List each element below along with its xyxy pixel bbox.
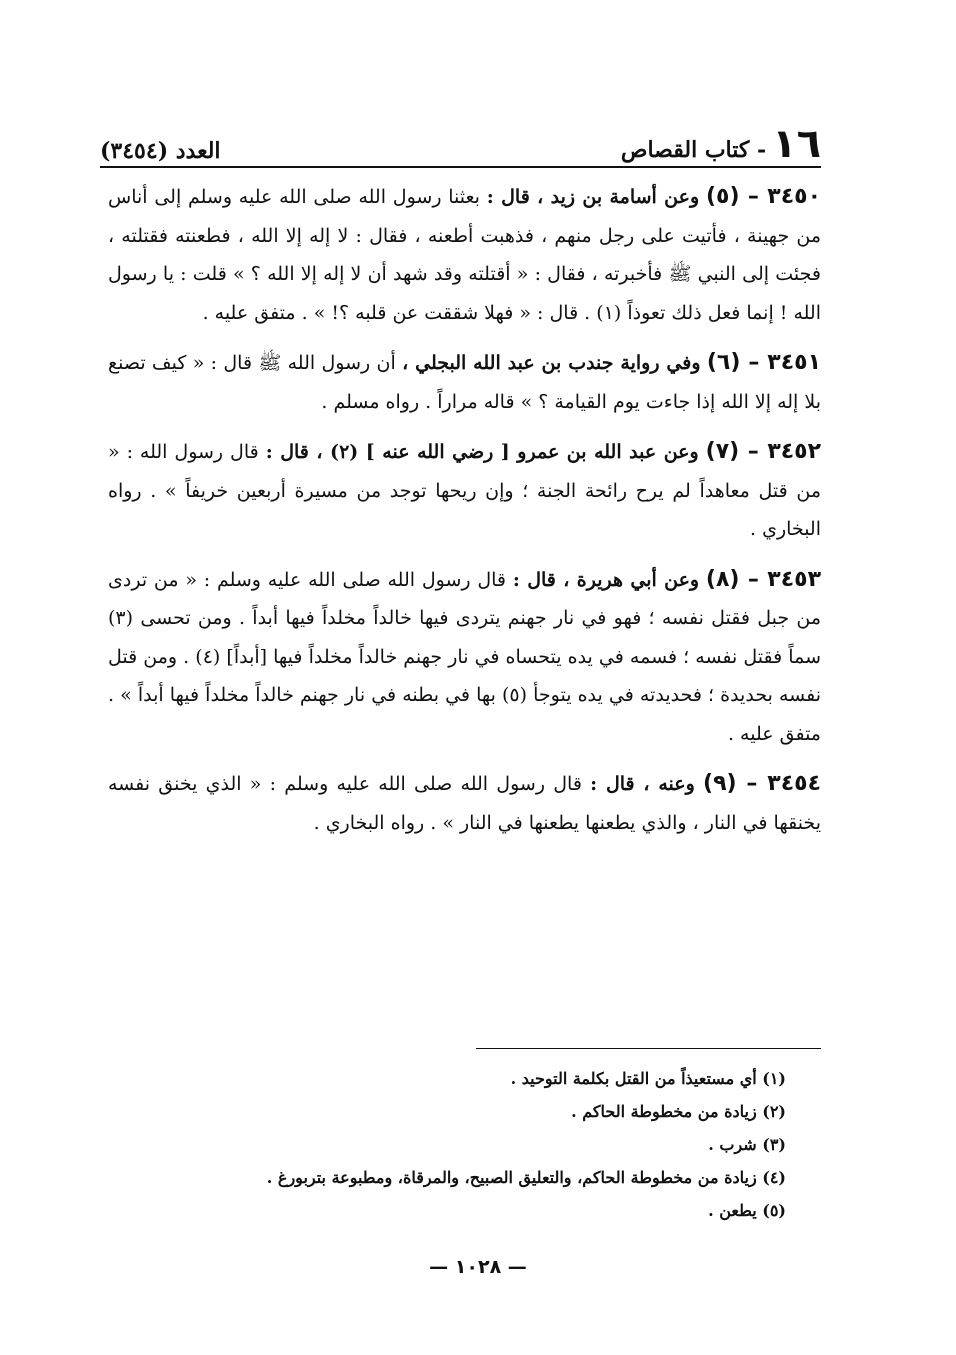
footnote-4: (٤) زيادة من مخطوطة الحاكم، والتعليق الصبيح، والمرقاة، ومطبوعة بتربورغ . xyxy=(266,1168,786,1187)
footnotes xyxy=(108,1062,786,1227)
hadith-number: ٣٤٥٠ – (٥) xyxy=(705,184,822,209)
chapter-number: ١٦ xyxy=(772,121,821,167)
hadith-narrator: وعن أبي هريرة ، قال : xyxy=(512,568,700,591)
chapter-title: - كتاب القصاص xyxy=(620,137,767,163)
footnote-5: (٥) يطعن . xyxy=(708,1201,786,1220)
header-rule xyxy=(100,166,821,168)
footnote-3: (٣) شرب . xyxy=(708,1135,786,1154)
hadith-text: أن رسول الله ﷺ قال : « كيف تصنع بلا إله إلا الله إذا جاءت يوم القيامة ؟ » قاله مراراً . رواه مسلم . xyxy=(108,352,821,413)
hadith-3450 xyxy=(108,178,821,332)
footnote-2: (٢) زيادة من مخطوطة الحاكم . xyxy=(571,1102,786,1121)
hadith-number: ٣٤٥١ – (٦) xyxy=(706,350,822,375)
footnotes-rule xyxy=(476,1048,821,1049)
page-header xyxy=(100,108,821,167)
hadith-number: ٣٤٥٢ – (٧) xyxy=(705,439,822,464)
hadith-text: قال رسول الله صلى الله عليه وسلم : « الذي يخنق نفسه يخنقها في النار ، والذي يطعنها يطعنها في النار » . رواه البخاري . xyxy=(108,773,821,834)
hadith-3453 xyxy=(108,561,821,754)
hadith-3454 xyxy=(108,765,821,842)
hadith-text: بعثنا رسول الله صلى الله عليه وسلم إلى أناس من جهينة ، فأتيت على رجل منهم ، فذهبت أطعنه ، فقال : لا إله إلا الله ، فطعنته فقتلته ، فجئت إلى النبي ﷺ فأخبرته ، فقال : « أقتلته وقد شهد أن لا إله إلا الله ؟ » قلت : يا رسول الله ! إنما فعل ذلك تعوذاً (١) . قال : « فهلا شققت عن قلبه ؟! » . متفق عليه . xyxy=(108,186,821,324)
footnote-1: (١) أي مستعيذاً من القتل بكلمة التوحيد . xyxy=(510,1069,786,1088)
hadith-narrator: وفي رواية جندب بن عبد الله البجلي ، xyxy=(402,352,701,374)
hadith-text: قال رسول الله صلى الله عليه وسلم : « من تردى من جبل فقتل نفسه ؛ فهو في نار جهنم يتردى فيها خالداً مخلداً فيها أبداً . ومن تحسى (٣) سماً فقتل نفسه ؛ فسمه في يده يتحساه في نار جهنم خالداً مخلداً فيها [أبداً] (٤) . ومن قتل نفسه بحديدة ؛ فحديدته في يده يتوجأ (٥) بها في بطنه في نار جهنم خالداً مخلداً فيها أبداً » . متفق عليه . xyxy=(108,568,821,745)
hadith-3451 xyxy=(108,344,821,421)
hadith-narrator: وعن أسامة بن زيد ، قال : xyxy=(486,186,700,208)
hadith-3452 xyxy=(108,433,821,549)
hadith-number: ٣٤٥٣ – (٨) xyxy=(705,566,822,592)
chapter-heading xyxy=(620,121,821,167)
hadith-range: العدد (٣٤٥٤) xyxy=(100,138,221,164)
hadith-narrator: وعن عبد الله بن عمرو [ رضي الله عنه ] (٢) ، قال : xyxy=(265,441,699,463)
hadith-text: قال رسول الله : « من قتل معاهداً لم يرح رائحة الجنة ؛ وإن ريحها توجد من مسيرة أربعين خريفاً » . رواه البخاري . xyxy=(108,441,821,540)
page-number: — ١٠٢٨ — xyxy=(429,1256,527,1278)
hadith-narrator: وعنه ، قال : xyxy=(590,773,695,795)
hadith-number: ٣٤٥٤ – (٩) xyxy=(703,771,821,796)
page-body xyxy=(108,178,821,854)
